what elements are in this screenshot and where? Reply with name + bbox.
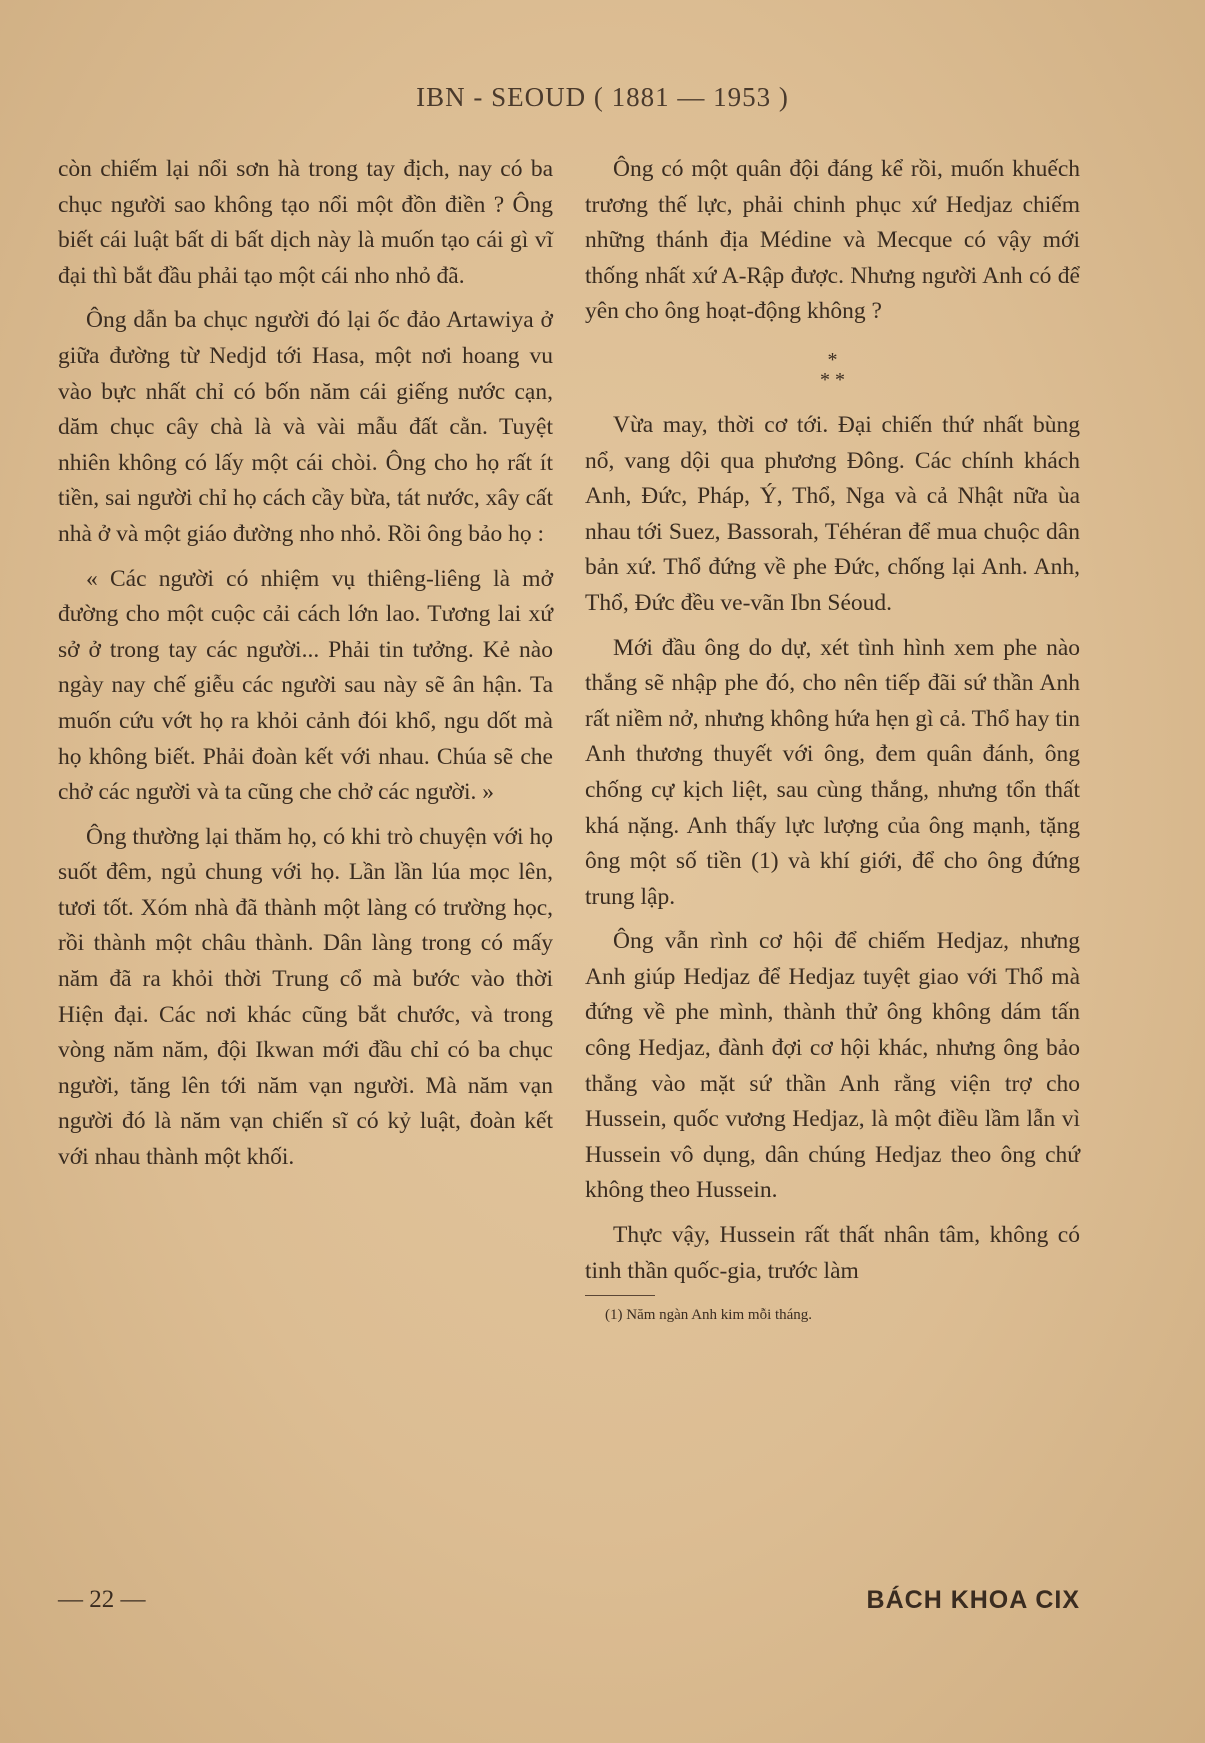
footnote: (1) Năm ngàn Anh kim mỗi tháng.	[605, 1307, 813, 1324]
footnote-divider	[585, 1295, 655, 1296]
page-number: — 22 —	[58, 1586, 146, 1613]
paragraph: Ông thường lại thăm họ, có khi trò chuyện với họ suốt đêm, ngủ chung với họ. Lần lần lúa mọc lên, tươi tốt. Xóm nhà đã thành một làng có trường học, rồi thành một châu thành. Dân làng trong có mấy năm đã ra khỏi thời Trung cổ mà bước vào thời Hiện đại. Các nơi khác cũng bắt chước, và trong vòng năm năm, đội Ikwan mới đầu chỉ có ba chục người, tăng lên tới năm vạn người. Mà năm vạn người đó là năm vạn chiến sĩ có kỷ luật, đoàn kết với nhau thành một khối.	[58, 823, 553, 1171]
quote-paragraph: « Các người có nhiệm vụ thiêng-liêng là mở đường cho một cuộc cải cách lớn lao. Tương lai xứ sở ở trong tay các người... Phải tin tưởng. Kẻ nào ngày nay chế giễu các người sau này sẽ ân hận. Ta muốn cứu vớt họ ra khỏi cảnh đói khổ, ngu dốt mà họ không biết. Phải đoàn kết với nhau. Chúa sẽ che chở các người và ta cũng che chở các người. »	[58, 565, 553, 806]
paragraph: còn chiếm lại nổi sơn hà trong tay địch, nay có ba chục người sao không tạo nổi một đồn điền ? Ông biết cái luật bất di bất dịch này là muốn tạo cái gì vĩ đại thì bắt đầu phải tạo một cái nho nhỏ đã.	[58, 156, 553, 289]
paragraph: Ông dẫn ba chục người đó lại ốc đảo Artawiya ở giữa đường từ Nedjd tới Hasa, một nơi hoang vu vào bực nhất chỉ có bốn năm cái giếng nước cạn, dăm chục cây chà là và vài mẫu đất cằn. Tuyệt nhiên không có lấy một cái chòi. Ông cho họ rất ít tiền, sai người chỉ họ cách cầy bừa, tát nước, xây cất nhà ở và một giáo đường nho nhỏ. Rồi ông bảo họ :	[58, 307, 553, 547]
left-column	[58, 152, 553, 1176]
paragraph: Vừa may, thời cơ tới. Đại chiến thứ nhất bùng nổ, vang dội qua phương Đông. Các chính khách Anh, Đức, Pháp, Ý, Thổ, Nga và cả Nhật nữa ùa nhau tới Suez, Bassorah, Téhéran để mua chuộc dân bản xứ. Thổ đứng về phe Đức, chống lại Anh. Anh, Thổ, Đức đều ve-vãn Ibn Séoud.	[585, 411, 1080, 616]
right-column	[585, 152, 1080, 1328]
paragraph: Thực vậy, Hussein rất thất nhân tâm, không có tinh thần quốc-gia, trước làm	[585, 1222, 1080, 1284]
running-header: IBN - SEOUD ( 1881 — 1953 )	[416, 82, 789, 112]
publication-name: BÁCH KHOA CIX	[866, 1586, 1080, 1614]
section-break-stars-bottom: * *	[820, 368, 845, 391]
paragraph: Mới đầu ông do dự, xét tình hình xem phe nào thắng sẽ nhập phe đó, cho nên tiếp đãi sứ thần Anh rất niềm nở, nhưng không hứa hẹn gì cả. Thổ hay tin Anh thương thuyết với ông, đem quân đánh, ông chống cự kịch liệt, sau cùng thắng, nhưng tổn thất khá nặng. Anh thấy lực lượng của ông mạnh, tặng ông một số tiền (1) và khí giới, để cho ông đứng trung lập.	[585, 634, 1080, 910]
section-break-star-top: *	[827, 348, 838, 371]
paragraph: Ông có một quân đội đáng kể rồi, muốn khuếch trương thế lực, phải chinh phục xứ Hedjaz chiếm những thánh địa Médine và Mecque có vậy mới thống nhất xứ A-Rập được. Nhưng người Anh có để yên cho ông hoạt-động không ?	[585, 156, 1080, 325]
section-break	[585, 350, 1080, 390]
paragraph: Ông vẫn rình cơ hội để chiếm Hedjaz, nhưng Anh giúp Hedjaz để Hedjaz tuyệt giao với Thổ mà đứng về phe mình, thành thử ông không dám tấn công Hedjaz, đành đợi cơ hội khác, nhưng ông bảo thẳng vào mặt sứ thần Anh rằng viện trợ cho Hussein, quốc vương Hedjaz, là một điều lầm lẫn vì Hussein vô dụng, dân chúng Hedjaz theo ông chứ không theo Hussein.	[585, 928, 1080, 1204]
